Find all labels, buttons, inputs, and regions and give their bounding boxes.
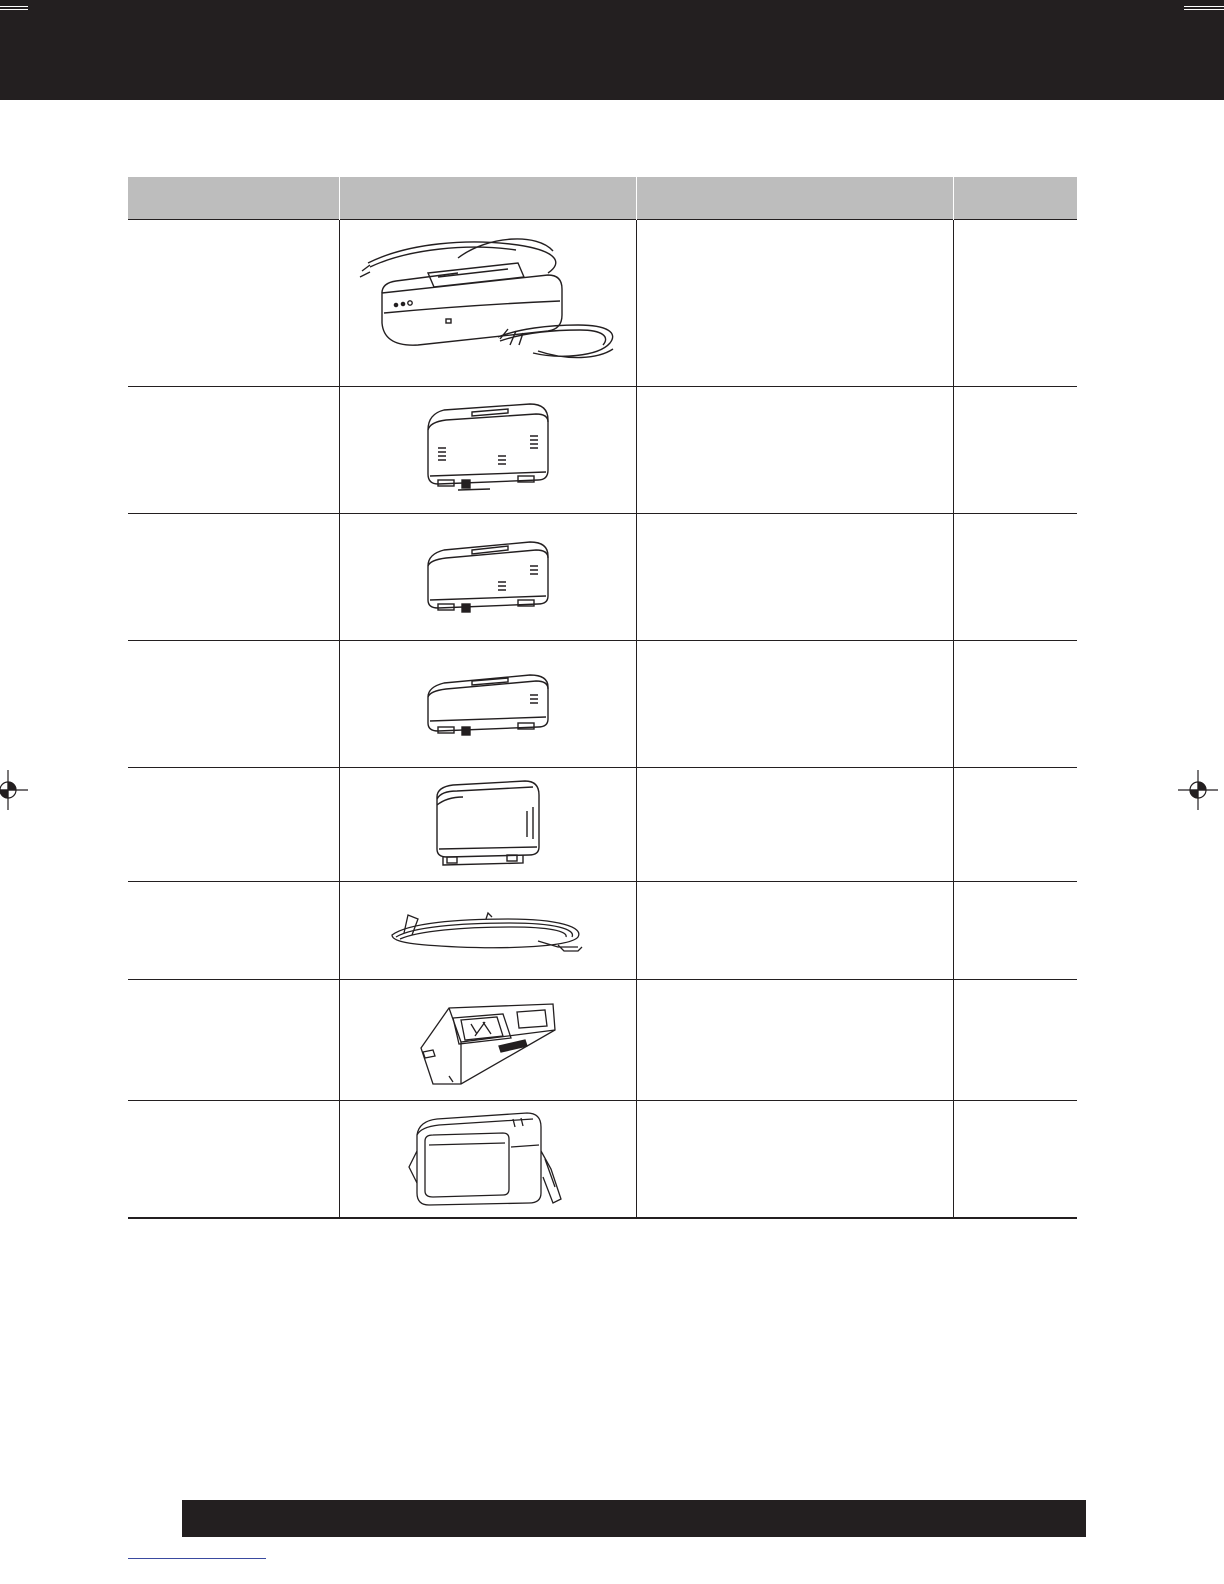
crop-mark-line: [0, 6, 28, 7]
description-cell: [636, 768, 953, 882]
column-header: [953, 177, 1077, 220]
illustration-cell: [339, 980, 636, 1101]
registration-mark-icon: [1178, 770, 1218, 810]
description-cell: [636, 387, 953, 514]
illustration-cell: [339, 641, 636, 768]
item-name-cell: [128, 641, 339, 768]
illustration-cell: [339, 220, 636, 387]
description-cell: [636, 1101, 953, 1218]
battery-pack-slim-icon: [418, 659, 558, 749]
crop-mark-line: [1184, 9, 1224, 10]
item-name-cell: [128, 768, 339, 882]
battery-pack-large-icon: [418, 400, 558, 500]
item-name-cell: [128, 882, 339, 980]
table-row: [128, 1101, 1077, 1218]
item-name-cell: [128, 514, 339, 641]
top-banner: [0, 0, 1224, 100]
quantity-cell: [953, 1101, 1077, 1218]
quantity-cell: [953, 641, 1077, 768]
item-name-cell: [128, 387, 339, 514]
illustration-cell: [339, 514, 636, 641]
carrying-case-icon: [403, 1107, 573, 1211]
illustration-cell: [339, 387, 636, 514]
crop-mark-line: [1184, 6, 1224, 7]
table-row: [128, 768, 1077, 882]
quantity-cell: [953, 220, 1077, 387]
description-cell: [636, 882, 953, 980]
illustration-cell: [339, 882, 636, 980]
quantity-cell: [953, 980, 1077, 1101]
quantity-cell: [953, 882, 1077, 980]
illustration-cell: [339, 1101, 636, 1218]
description-cell: [636, 220, 953, 387]
registration-mark-icon: [0, 770, 28, 810]
quantity-cell: [953, 514, 1077, 641]
table-row: [128, 387, 1077, 514]
table-header-row: [128, 177, 1077, 220]
ac-adaptor-with-cords-icon: [348, 233, 628, 373]
illustration-cell: [339, 768, 636, 882]
column-header: [636, 177, 953, 220]
item-name-cell: [128, 980, 339, 1101]
footer-rule: [128, 1558, 266, 1559]
car-battery-cord-icon: [388, 901, 588, 961]
table-row: [128, 882, 1077, 980]
crop-mark-line: [0, 9, 28, 10]
quantity-cell: [953, 768, 1077, 882]
description-cell: [636, 980, 953, 1101]
table-row: [128, 220, 1077, 387]
table-row: [128, 980, 1077, 1101]
description-cell: [636, 641, 953, 768]
description-cell: [636, 514, 953, 641]
item-name-cell: [128, 220, 339, 387]
column-header: [339, 177, 636, 220]
accessories-table: [128, 177, 1077, 1219]
quantity-cell: [953, 387, 1077, 514]
item-name-cell: [128, 1101, 339, 1218]
table-row: [128, 514, 1077, 641]
battery-pack-compact-icon: [423, 777, 553, 873]
cassette-adaptor-icon: [413, 990, 563, 1090]
footer-bar: [182, 1500, 1086, 1537]
table-row: [128, 641, 1077, 768]
battery-pack-medium-icon: [418, 532, 558, 622]
column-header: [128, 177, 339, 220]
